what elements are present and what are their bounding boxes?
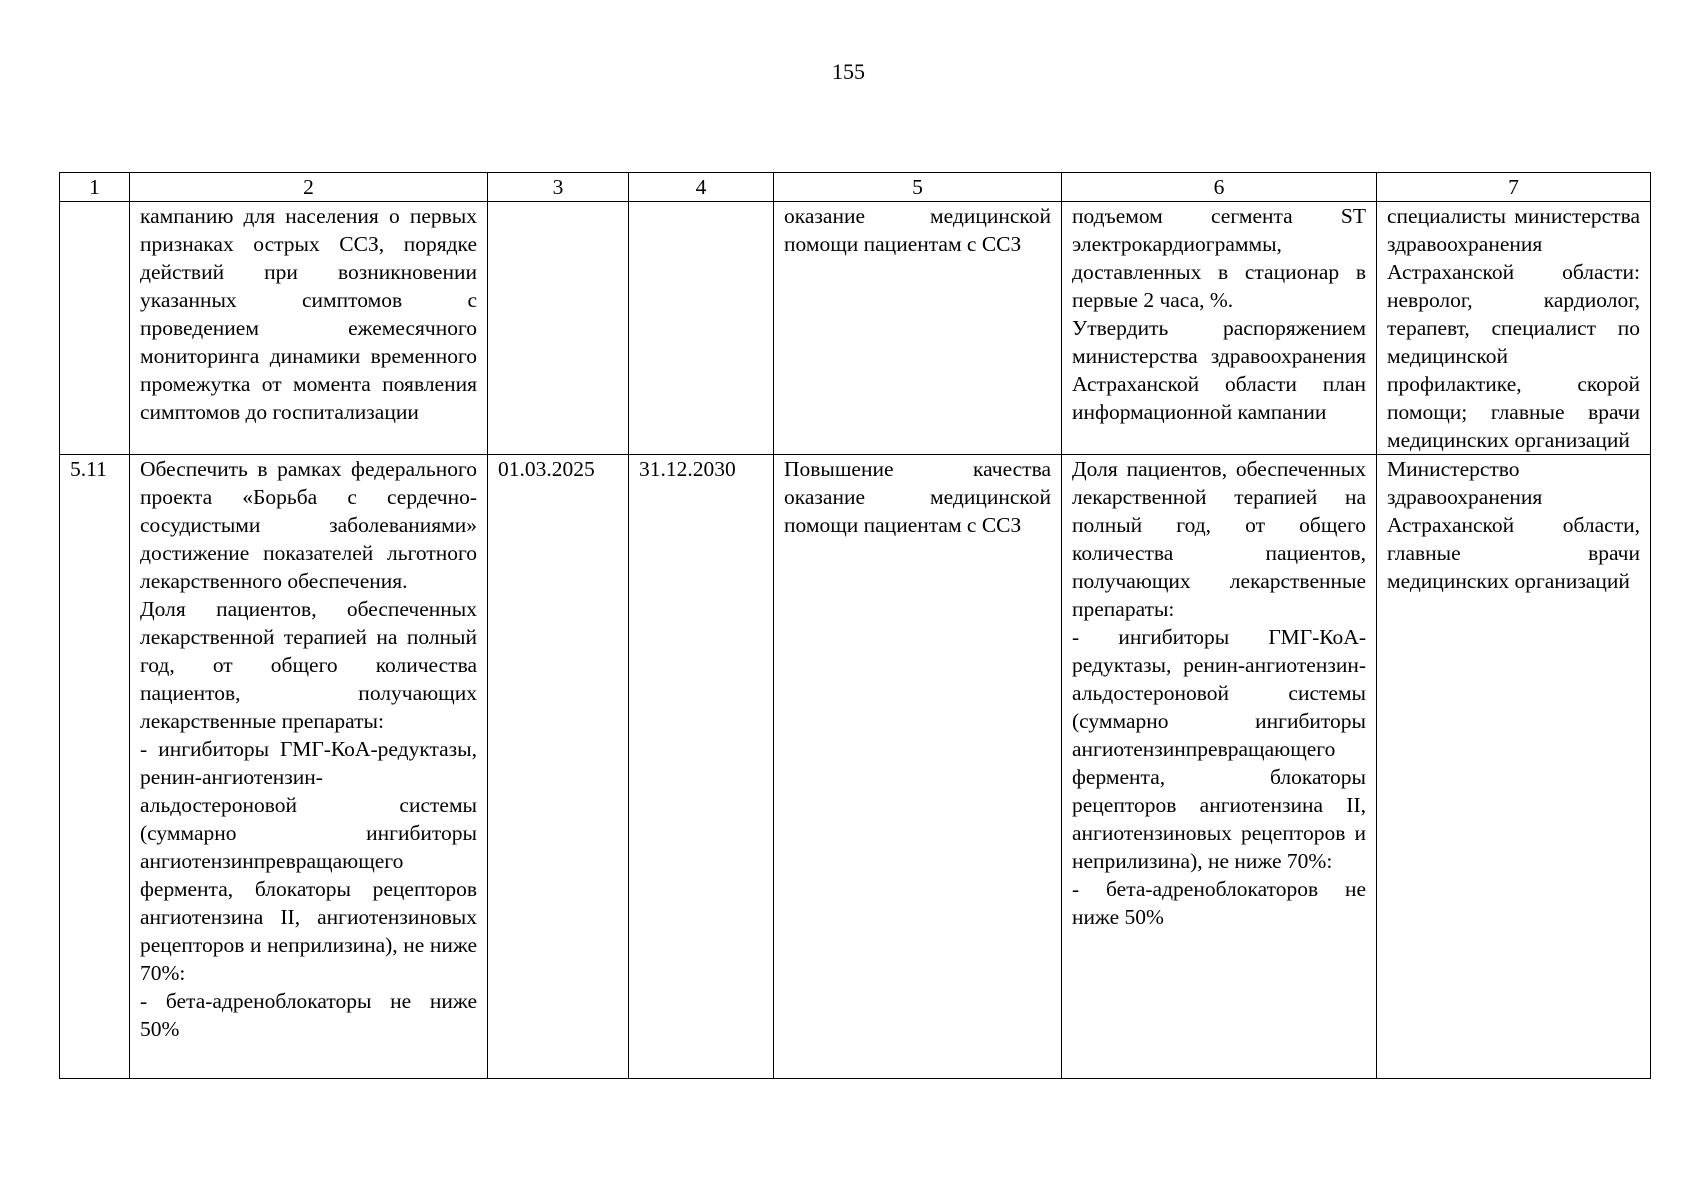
cell-indicator — [1062, 202, 1377, 455]
result-paragraph: Повышение качества оказание медицинской помощи пациентам с ССЗ — [784, 457, 1051, 537]
cell-indicator — [1062, 455, 1377, 1079]
responsible-paragraph: Министерство здравоохранения Астраханской области, главные врачи медицинских организаций — [1387, 457, 1640, 593]
table-row — [60, 202, 1651, 455]
indicator-paragraph: Утвердить распоряжением министерства здравоохранения Астраханской области план информационной кампании — [1072, 316, 1366, 424]
header-col-3: 3 — [488, 173, 629, 202]
header-row — [60, 173, 1651, 202]
indicator-paragraph: - бета-адреноблокаторов не ниже 50% — [1072, 877, 1366, 929]
indicator-paragraph: - ингибиторы ГМГ-КоА-редуктазы, ренин-ангиотензин-альдостероновой системы (суммарно ингибиторы ангиотензинпревращающего фермента, блокаторы рецепторов ангиотензина II, ангиотензиновых рецепторов и неприлизина), не ниже 70%: — [1072, 625, 1366, 873]
indicator-paragraph: Доля пациентов, обеспеченных лекарственной терапией на полный год, от общего количества пациентов, получающих лекарственные препараты: — [1072, 457, 1366, 621]
measures-table — [59, 172, 1651, 1079]
cell-start-date: 01.03.2025 — [488, 455, 629, 1079]
table-row — [60, 455, 1651, 1079]
cell-result — [774, 455, 1062, 1079]
cell-responsible — [1377, 455, 1651, 1079]
page-number: 155 — [832, 59, 865, 84]
measure-paragraph: - бета-адреноблокаторы не ниже 50% — [140, 989, 477, 1041]
cell-number: 5.11 — [60, 455, 130, 1079]
cell-result — [774, 202, 1062, 455]
cell-number — [60, 202, 130, 455]
cell-end-date: 31.12.2030 — [629, 455, 774, 1079]
cell-measure — [130, 202, 488, 455]
cell-measure — [130, 455, 488, 1079]
header-col-4: 4 — [629, 173, 774, 202]
responsible-paragraph: специалисты министерства здравоохранения Астраханской области: невролог, кардиолог, терапевт, специалист по медицинской профилактике, скорой помощи; главные врачи медицинских организаций — [1387, 204, 1640, 452]
header-col-6: 6 — [1062, 173, 1377, 202]
header-col-5: 5 — [774, 173, 1062, 202]
header-col-1: 1 — [60, 173, 130, 202]
measure-paragraph: Обеспечить в рамках федерального проекта «Борьба с сердечно-сосудистыми заболеваниями» достижение показателей льготного лекарственного обеспечения. — [140, 457, 477, 593]
header-col-7: 7 — [1377, 173, 1651, 202]
cell-responsible — [1377, 202, 1651, 455]
measure-paragraph: Доля пациентов, обеспеченных лекарственной терапией на полный год, от общего количества пациентов, получающих лекарственные препараты: — [140, 597, 477, 733]
measure-paragraph: кампанию для населения о первых признаках острых ССЗ, порядке действий при возникновении указанных симптомов с проведением ежемесячного мониторинга динамики временного промежутка от момента появления симптомов до госпитализации — [140, 204, 477, 424]
result-paragraph: оказание медицинской помощи пациентам с ССЗ — [784, 204, 1051, 256]
cell-start-date — [488, 202, 629, 455]
header-col-2: 2 — [130, 173, 488, 202]
indicator-paragraph: подъемом сегмента ST электрокардиограммы, доставленных в стационар в первые 2 часа, %. — [1072, 204, 1366, 312]
cell-end-date — [629, 202, 774, 455]
measure-paragraph: - ингибиторы ГМГ-КоА-редуктазы, ренин-ангиотензин-альдостероновой системы (суммарно ингибиторы ангиотензинпревращающего фермента, блокаторы рецепторов ангиотензина II, ангиотензиновых рецепторов и неприлизина), не ниже 70%: — [140, 737, 477, 985]
